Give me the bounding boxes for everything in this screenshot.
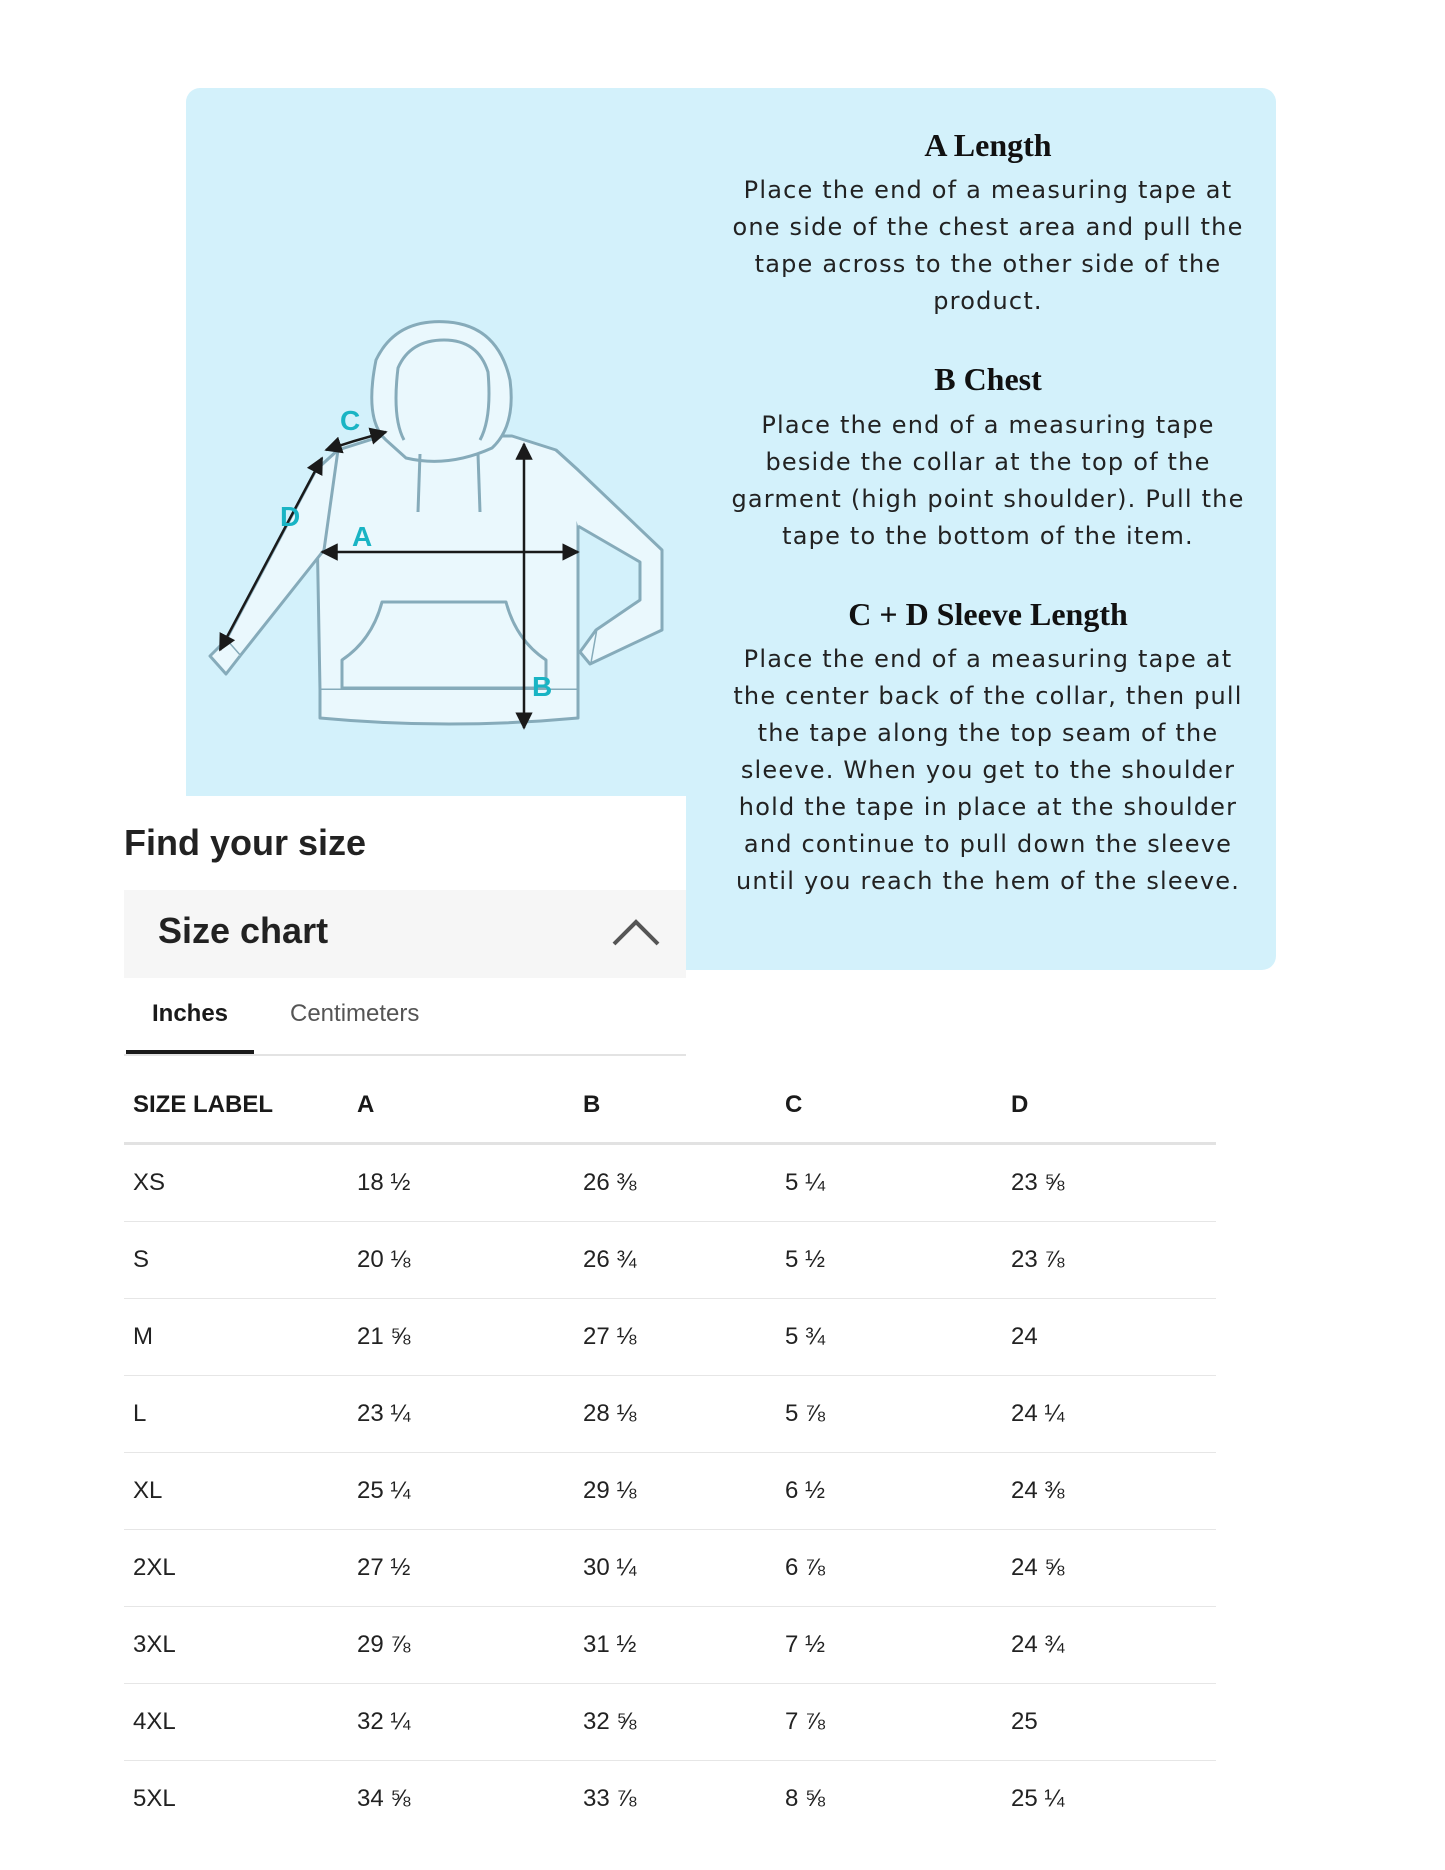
instruction-title: A Length [924,127,1052,163]
hoodie-diagram [186,300,686,760]
instruction-length [718,126,1258,320]
tab-inches[interactable]: Inches [152,1000,229,1027]
cell-c: 6 ½ [776,1453,1002,1530]
table-row [124,1684,1216,1761]
cell-c: 8 ⅝ [785,1785,826,1812]
table-row [124,1299,1216,1376]
cell-size: 4XL [124,1684,348,1761]
table-row [124,1453,1216,1530]
cell-b: 29 ⅛ [574,1453,776,1530]
header-d: D [1002,1068,1216,1144]
active-tab-indicator [126,1050,254,1054]
cell-size: L [124,1376,348,1453]
header-a: A [348,1068,574,1144]
cell-b: 31 ½ [574,1607,776,1684]
cell-size: XS [124,1144,348,1222]
chevron-up-icon[interactable] [608,912,664,952]
instruction-title: B Chest [934,361,1042,398]
cell-size: S [124,1222,348,1299]
cell-c: 5 ¾ [776,1299,1002,1376]
cell-a: 32 ¼ [348,1684,574,1761]
size-chart-accordion[interactable] [124,890,686,978]
cell-b: 27 ⅛ [574,1299,776,1376]
instruction-body: Place the end of a measuring tape at the center back of the collar, then pull the tape along the top seam of the sleeve. When you get to the shoulder hold the tape in place at the shoulder and continue to pull down the sleeve until you reach the hem of the sleeve. [733,645,1243,896]
cell-d: 24 ⅜ [1002,1453,1216,1530]
cell-a: 21 ⅝ [348,1299,574,1376]
cell-c: 5 ¼ [776,1144,1002,1222]
cell-a: 34 ⅝ [357,1785,411,1812]
cell-d: 23 ⅝ [1002,1144,1216,1222]
instruction-body: Place the end of a measuring tape beside the collar at the top of the garment (high point shoulder). Pull the tape to the bottom of the item. [731,410,1245,550]
tab-centimeters[interactable]: Centimeters [290,1000,420,1027]
cell-d: 24 ¼ [1002,1376,1216,1453]
cell-a: 18 ½ [348,1144,574,1222]
cell-a: 23 ¼ [348,1376,574,1453]
label-d: D [280,501,301,532]
cell-a: 20 ⅛ [348,1222,574,1299]
instruction-body: Place the end of a measuring tape at one side of the chest area and pull the tape across to the other side of the product. [732,176,1244,316]
cell-c: 7 ⅞ [776,1684,1002,1761]
cell-a: 27 ½ [348,1530,574,1607]
table-row [124,1222,1216,1299]
header-size-label: SIZE LABEL [124,1068,348,1144]
cell-b: 26 ⅜ [574,1144,776,1222]
cell-c: 6 ⅞ [776,1530,1002,1607]
cell-c: 5 ½ [776,1222,1002,1299]
cell-c: 7 ½ [776,1607,1002,1684]
cell-b: 26 ¾ [574,1222,776,1299]
instruction-title: C + D Sleeve Length [848,595,1128,632]
cell-size: 5XL [133,1785,176,1812]
cell-a: 29 ⅞ [348,1607,574,1684]
label-b: B [532,671,553,702]
table-row [124,1607,1216,1684]
instruction-sleeve-length [718,595,1258,900]
size-table [124,1068,1216,1837]
cell-b: 33 ⅞ [583,1785,637,1812]
accordion-label: Size chart [158,910,329,951]
cell-b: 32 ⅝ [574,1684,776,1761]
cell-b: 28 ⅛ [574,1376,776,1453]
table-row [124,1376,1216,1453]
unit-tabs [124,988,686,1056]
cell-d: 24 [1002,1299,1216,1376]
instruction-chest [718,360,1258,554]
measurement-instructions [718,126,1258,940]
header-b: B [574,1068,776,1144]
header-c: C [776,1068,1002,1144]
cell-d: 24 ⅝ [1002,1530,1216,1607]
cell-d: 25 [1002,1684,1216,1761]
cell-size: 2XL [124,1530,348,1607]
table-header-row [124,1068,1216,1144]
cell-size: M [124,1299,348,1376]
cell-d: 25 ¼ [1011,1785,1065,1812]
table-row [124,1530,1216,1607]
cell-size: 3XL [124,1607,348,1684]
table-row [124,1144,1216,1222]
label-c: C [340,405,361,436]
cell-size: XL [124,1453,348,1530]
table-row [124,1761,1216,1838]
cell-a: 25 ¼ [348,1453,574,1530]
cell-b: 30 ¼ [574,1530,776,1607]
page-title: Find your size [124,822,367,863]
label-a: A [352,521,373,552]
cell-d: 24 ¾ [1002,1607,1216,1684]
cell-c: 5 ⅞ [776,1376,1002,1453]
cell-d: 23 ⅞ [1002,1222,1216,1299]
